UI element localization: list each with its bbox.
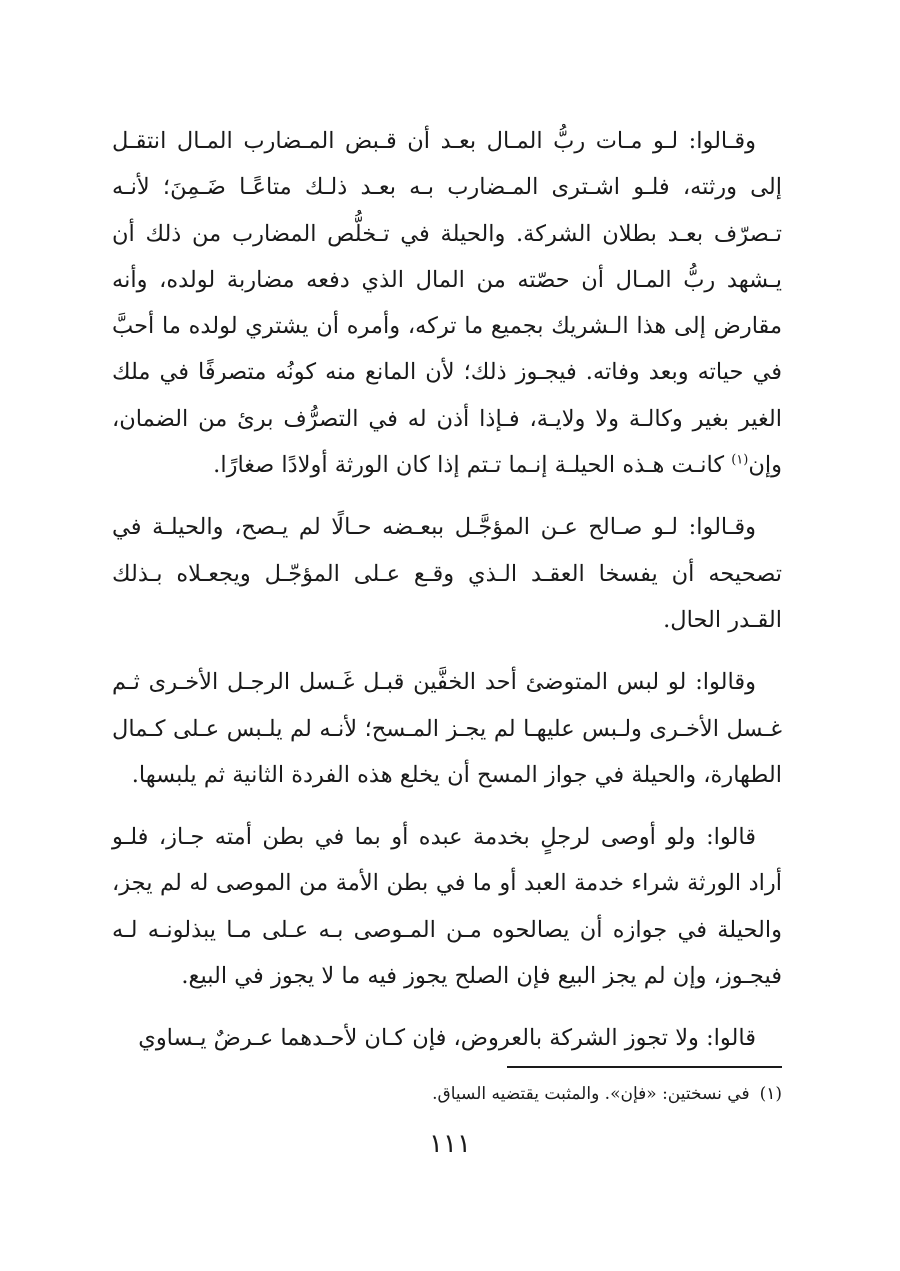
footnote-divider (507, 1066, 782, 1068)
paragraph-2: وقـالوا: لـو صـالح عـن المؤجَّـل ببعـضه حـالًا لم يـصح، والحيلـة في تصحيحه أن يفسخا العقـد الـذي وقـع عـلى المؤجّـل ويجعـلاه بـذلك القـدر الحال. (112, 514, 782, 633)
footnote-number: (١) (759, 1084, 782, 1104)
paragraph-1-text-before: وقـالوا: لـو مـات ربُّ المـال بعـد أن قـبض المـضارب المـال انتقـل إلى ورثته، فلـو اشـترى المـضارب بـه بعـد ذلـك متاعًـا ضَـمِنَ؛ لأنـه تـصرّف بعـد بطلان الشركة. والحيلة في تـخلُّص المضارب من ذلك أن يـشهد ربُّ المـال أن حصّته من المال الذي دفعه مضاربة لولده، وأنه مقارض إلى هذا الـشريك بجميع ما تركه، وأمره أن يشتري لولده ما أحبَّ في حياته وبعد وفاته. فيجـوز ذلك؛ لأن المانع منه كونُه متصرفًا في ملك الغير بغير وكالـة ولا ولايـة، فـإذا أذن له في التصرُّف برئ من الضمان، وإن (112, 128, 782, 479)
paragraph-1-text-after: كانـت هـذه الحيلـة إنـما تـتم إذا كان الورثة أولادًا صغارًا. (213, 452, 732, 479)
footnote-marker: (١) (731, 452, 749, 468)
page-number: ١١١ (429, 1129, 471, 1159)
footnote (112, 1080, 782, 1108)
footnote-text: في نسختين: «فإن». والمثبت يقتضيه السياق. (432, 1084, 750, 1104)
paragraph-3: وقالوا: لو لبس المتوضئ أحد الخفَّين قبـل غَـسل الرجـل الأخـرى ثـم غـسل الأخـرى ولـبس عليهـا لم يجـز المـسح؛ لأنـه لم يلـبس عـلى كـمال الطهارة، والحيلة في جواز المسح أن يخلع هذه الفردة الثانية ثم يلبسها. (112, 669, 782, 788)
paragraph-1 (112, 118, 782, 488)
paragraph-4: قالوا: ولو أوصى لرجلٍ بخدمة عبده أو بما في بطن أمته جـاز، فلـو أراد الورثة شراء خدمة العبد أو ما في بطن الأمة من الموصى له لم يجز، والحيلة في جوازه أن يصالحوه مـن المـوصى بـه عـلى مـا يبذلونـه لـه فيجـوز، وإن لم يجز البيع فإن الصلح يجوز فيه ما لا يجوز في البيع. (112, 824, 782, 990)
main-text (112, 118, 782, 1062)
paragraph-5: قالوا: ولا تجوز الشركة بالعروض، فإن كـان لأحـدهما عـرضٌ يـساوي (138, 1025, 756, 1052)
